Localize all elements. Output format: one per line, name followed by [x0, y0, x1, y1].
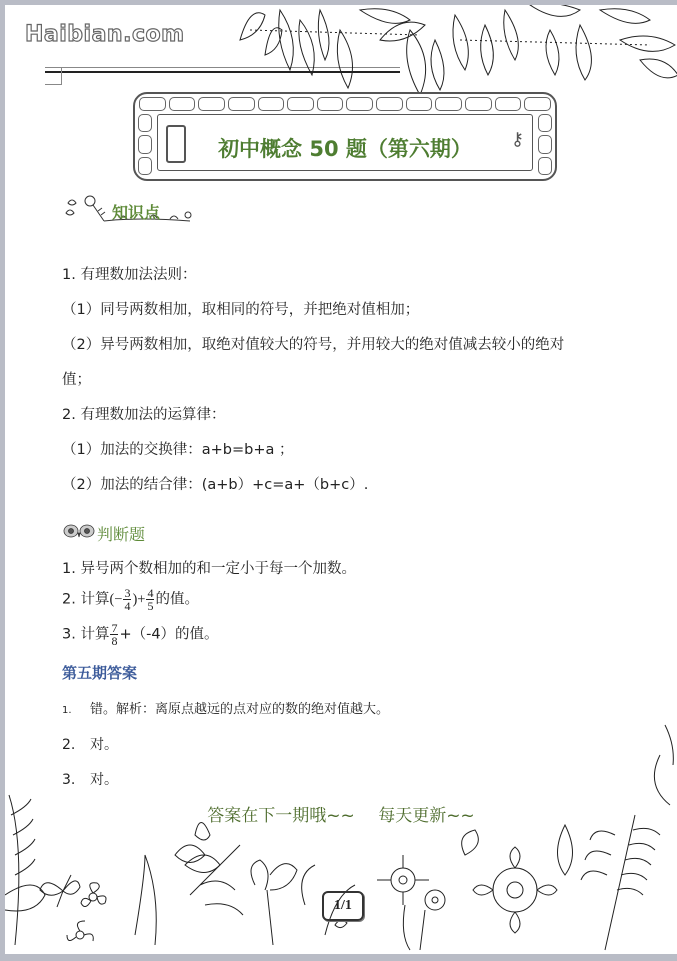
- knowledge-line: 值；: [62, 372, 91, 388]
- frame-stones-left: [138, 114, 152, 175]
- site-logo: Haibian.com: [25, 22, 185, 47]
- knowledge-line: （1）加法的交换律：a+b=b+a ；: [62, 442, 294, 458]
- knowledge-line: 2. 有理数加法的运算律：: [62, 407, 226, 423]
- title-frame: [133, 92, 557, 181]
- answer-item: 2. 对。: [62, 737, 118, 753]
- answer-item: 3. 对。: [62, 772, 118, 788]
- frame-stones-right: [538, 114, 552, 175]
- fraction: $\frac{7}{8}$: [111, 621, 118, 648]
- header-corner-mark: [61, 67, 62, 85]
- knowledge-line: 1. 有理数加法法则：: [62, 267, 197, 283]
- question-2: 2. 计算(− $\frac{3}{4}$ )+ $\frac{4}{5}$ 的值。: [62, 586, 199, 613]
- footer-note: 答案在下一期哦~~ 每天更新~~: [207, 806, 475, 826]
- section-heading-knowledge: 知识点: [112, 203, 161, 222]
- owl-icon: [63, 523, 95, 539]
- knowledge-line: （2）异号两数相加，取绝对值较大的符号，并用较大的绝对值减去较小的绝对: [62, 337, 565, 353]
- page-number: 1/1: [322, 891, 364, 921]
- header-rule: [45, 71, 400, 73]
- frame-stones-top: [139, 97, 551, 111]
- key-icon: ⚷: [510, 129, 524, 150]
- question-1: 1. 异号两个数相加的和一定小于每一个加数。: [62, 561, 356, 577]
- title-plate: [157, 114, 533, 171]
- section-heading-judgement: 判断题: [97, 525, 146, 544]
- fraction: $\frac{4}{5}$: [147, 586, 154, 613]
- answers-heading: 第五期答案: [62, 664, 138, 682]
- answer-item: 1. 错。解析：离原点越远的点对应的数的绝对值越大。: [62, 702, 390, 717]
- knowledge-line: （2）加法的结合律：(a+b）+c=a+（b+c）.: [62, 477, 369, 493]
- fraction: $\frac{3}{4}$: [124, 586, 131, 613]
- header-corner-mark: [45, 84, 61, 85]
- document-page: [5, 5, 677, 954]
- knowledge-line: （1）同号两数相加，取相同的符号，并把绝对值相加；: [62, 302, 420, 318]
- page-title: 初中概念 50 题（第六期）: [218, 137, 472, 161]
- question-3: 3. 计算 $\frac{7}{8}$ +（-4）的值。: [62, 621, 219, 648]
- header-rule-thin: [45, 67, 400, 68]
